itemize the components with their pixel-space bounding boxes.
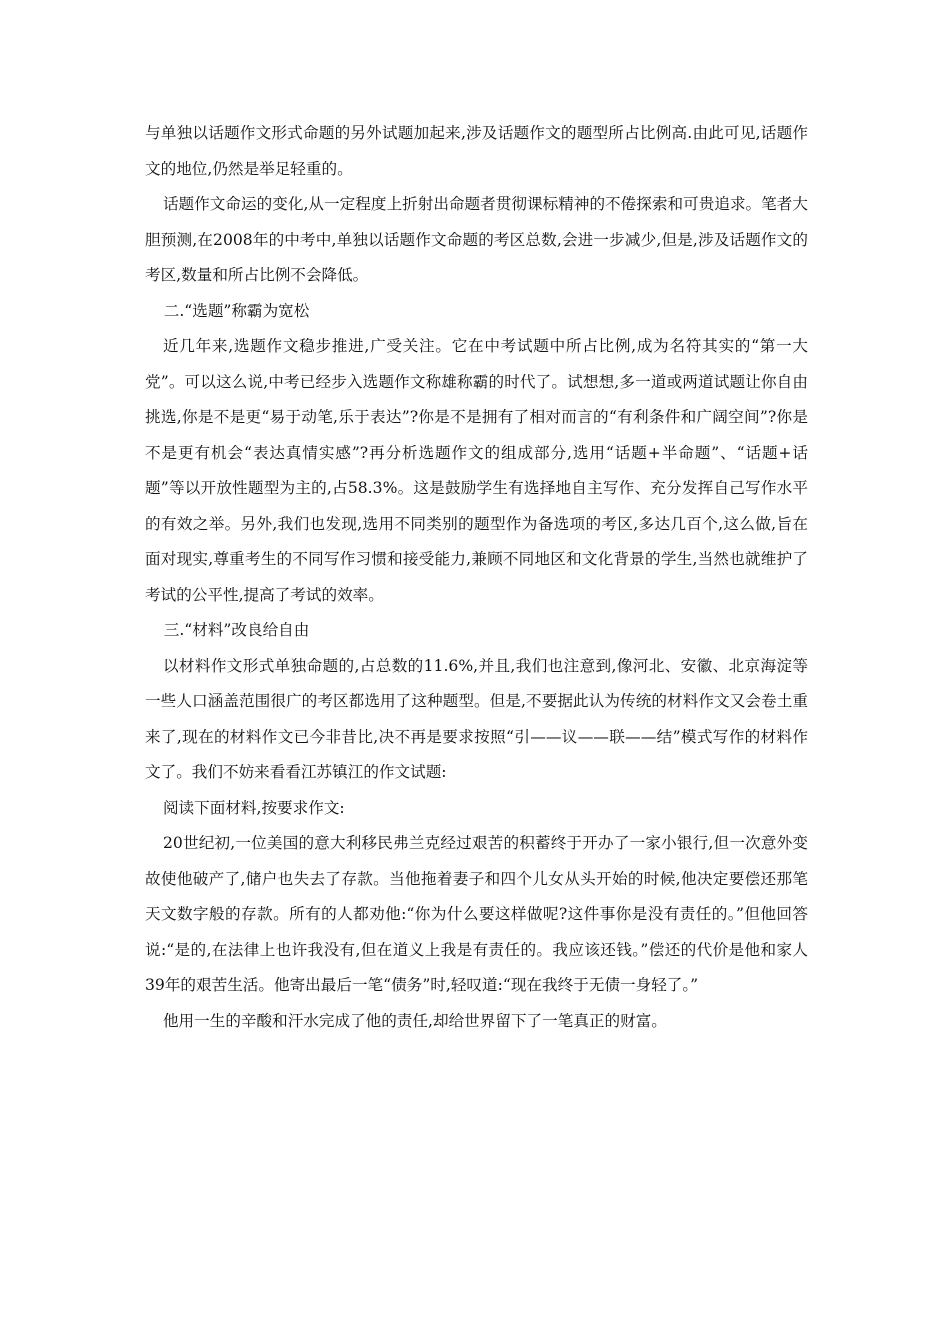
paragraph-material-essay: 以材料作文形式单独命题的,占总数的11.6%,并且,我们也注意到,像河北、安徽、北京海淀等一些人口涵盖范围很广的考区都选用了这种题型。但是,不要据此认为传统的材料作文又会卷土重来了,现在的材料作文已今非昔比,决不再是要求按照“引——议——联——结”模式写作的材料作文了。我们不妨来看看江苏镇江的作文试题:	[145, 656, 808, 781]
section-heading-material: 三.“材料”改良给自由	[163, 621, 310, 639]
document-page	[145, 116, 808, 1039]
paragraph-topic-prediction: 话题作文命运的变化,从一定程度上折射出命题者贯彻课标精神的不倦探索和可贵追求。笔者大胆预测,在2008年的中考中,单独以话题作文命题的考区总数,会进一步减少,但是,涉及话题作文的考区,数量和所占比例不会降低。	[145, 195, 808, 284]
paragraph-instruction: 阅读下面材料,按要求作文:	[162, 798, 345, 817]
section-heading-choice: 二.“选题”称霸为宽松	[163, 301, 310, 320]
paragraph-topic-status: 与单独以话题作文形式命题的另外试题加起来,涉及话题作文的题型所占比例高.由此可见,话题作文的地位,仍然是举足轻重的。	[145, 124, 808, 178]
paragraph-conclusion: 他用一生的辛酸和汗水完成了他的责任,却给世界留下了一笔真正的财富。	[162, 1011, 667, 1030]
paragraph-story: 20世纪初,一位美国的意大利移民弗兰克经过艰苦的积蓄终于开办了一家小银行,但一次意外变故使他破产了,储户也失去了存款。当他拖着妻子和四个儿女从头开始的时候,他决定要偿还那笔天文数字般的存款。所有的人都劝他:“你为什么要这样做呢?这件事你是没有责任的。”但他回答说:“是的,在法律上也许我没有,但在道义上我是有责任的。我应该还钱。”偿还的代价是他和家人39年的艰苦生活。他寄出最后一笔“债务”时,轻叹道:“现在我终于无债一身轻了。”	[145, 834, 808, 994]
paragraph-choice-essay: 近几年来,选题作文稳步推进,广受关注。它在中考试题中所占比例,成为名符其实的“第一大党”。可以这么说,中考已经步入选题作文称雄称霸的时代了。试想想,多一道或两道试题让你自由挑选,你是不是更“易于动笔,乐于表达”?你是不是拥有了相对而言的“有利条件和广阔空间”?你是不是更有机会“表达真情实感”?再分析选题作文的组成部分,选用“话题+半命题”、“话题+话题”等以开放性题型为主的,占58.3%。这是鼓励学生有选择地自主写作、充分发挥自己写作水平的有效之举。另外,我们也发现,选用不同类别的题型作为备选项的考区,多达几百个,这么做,旨在面对现实,尊重考生的不同写作习惯和接受能力,兼顾不同地区和文化背景的学生,当然也就维护了考试的公平性,提高了考试的效率。	[145, 337, 808, 604]
